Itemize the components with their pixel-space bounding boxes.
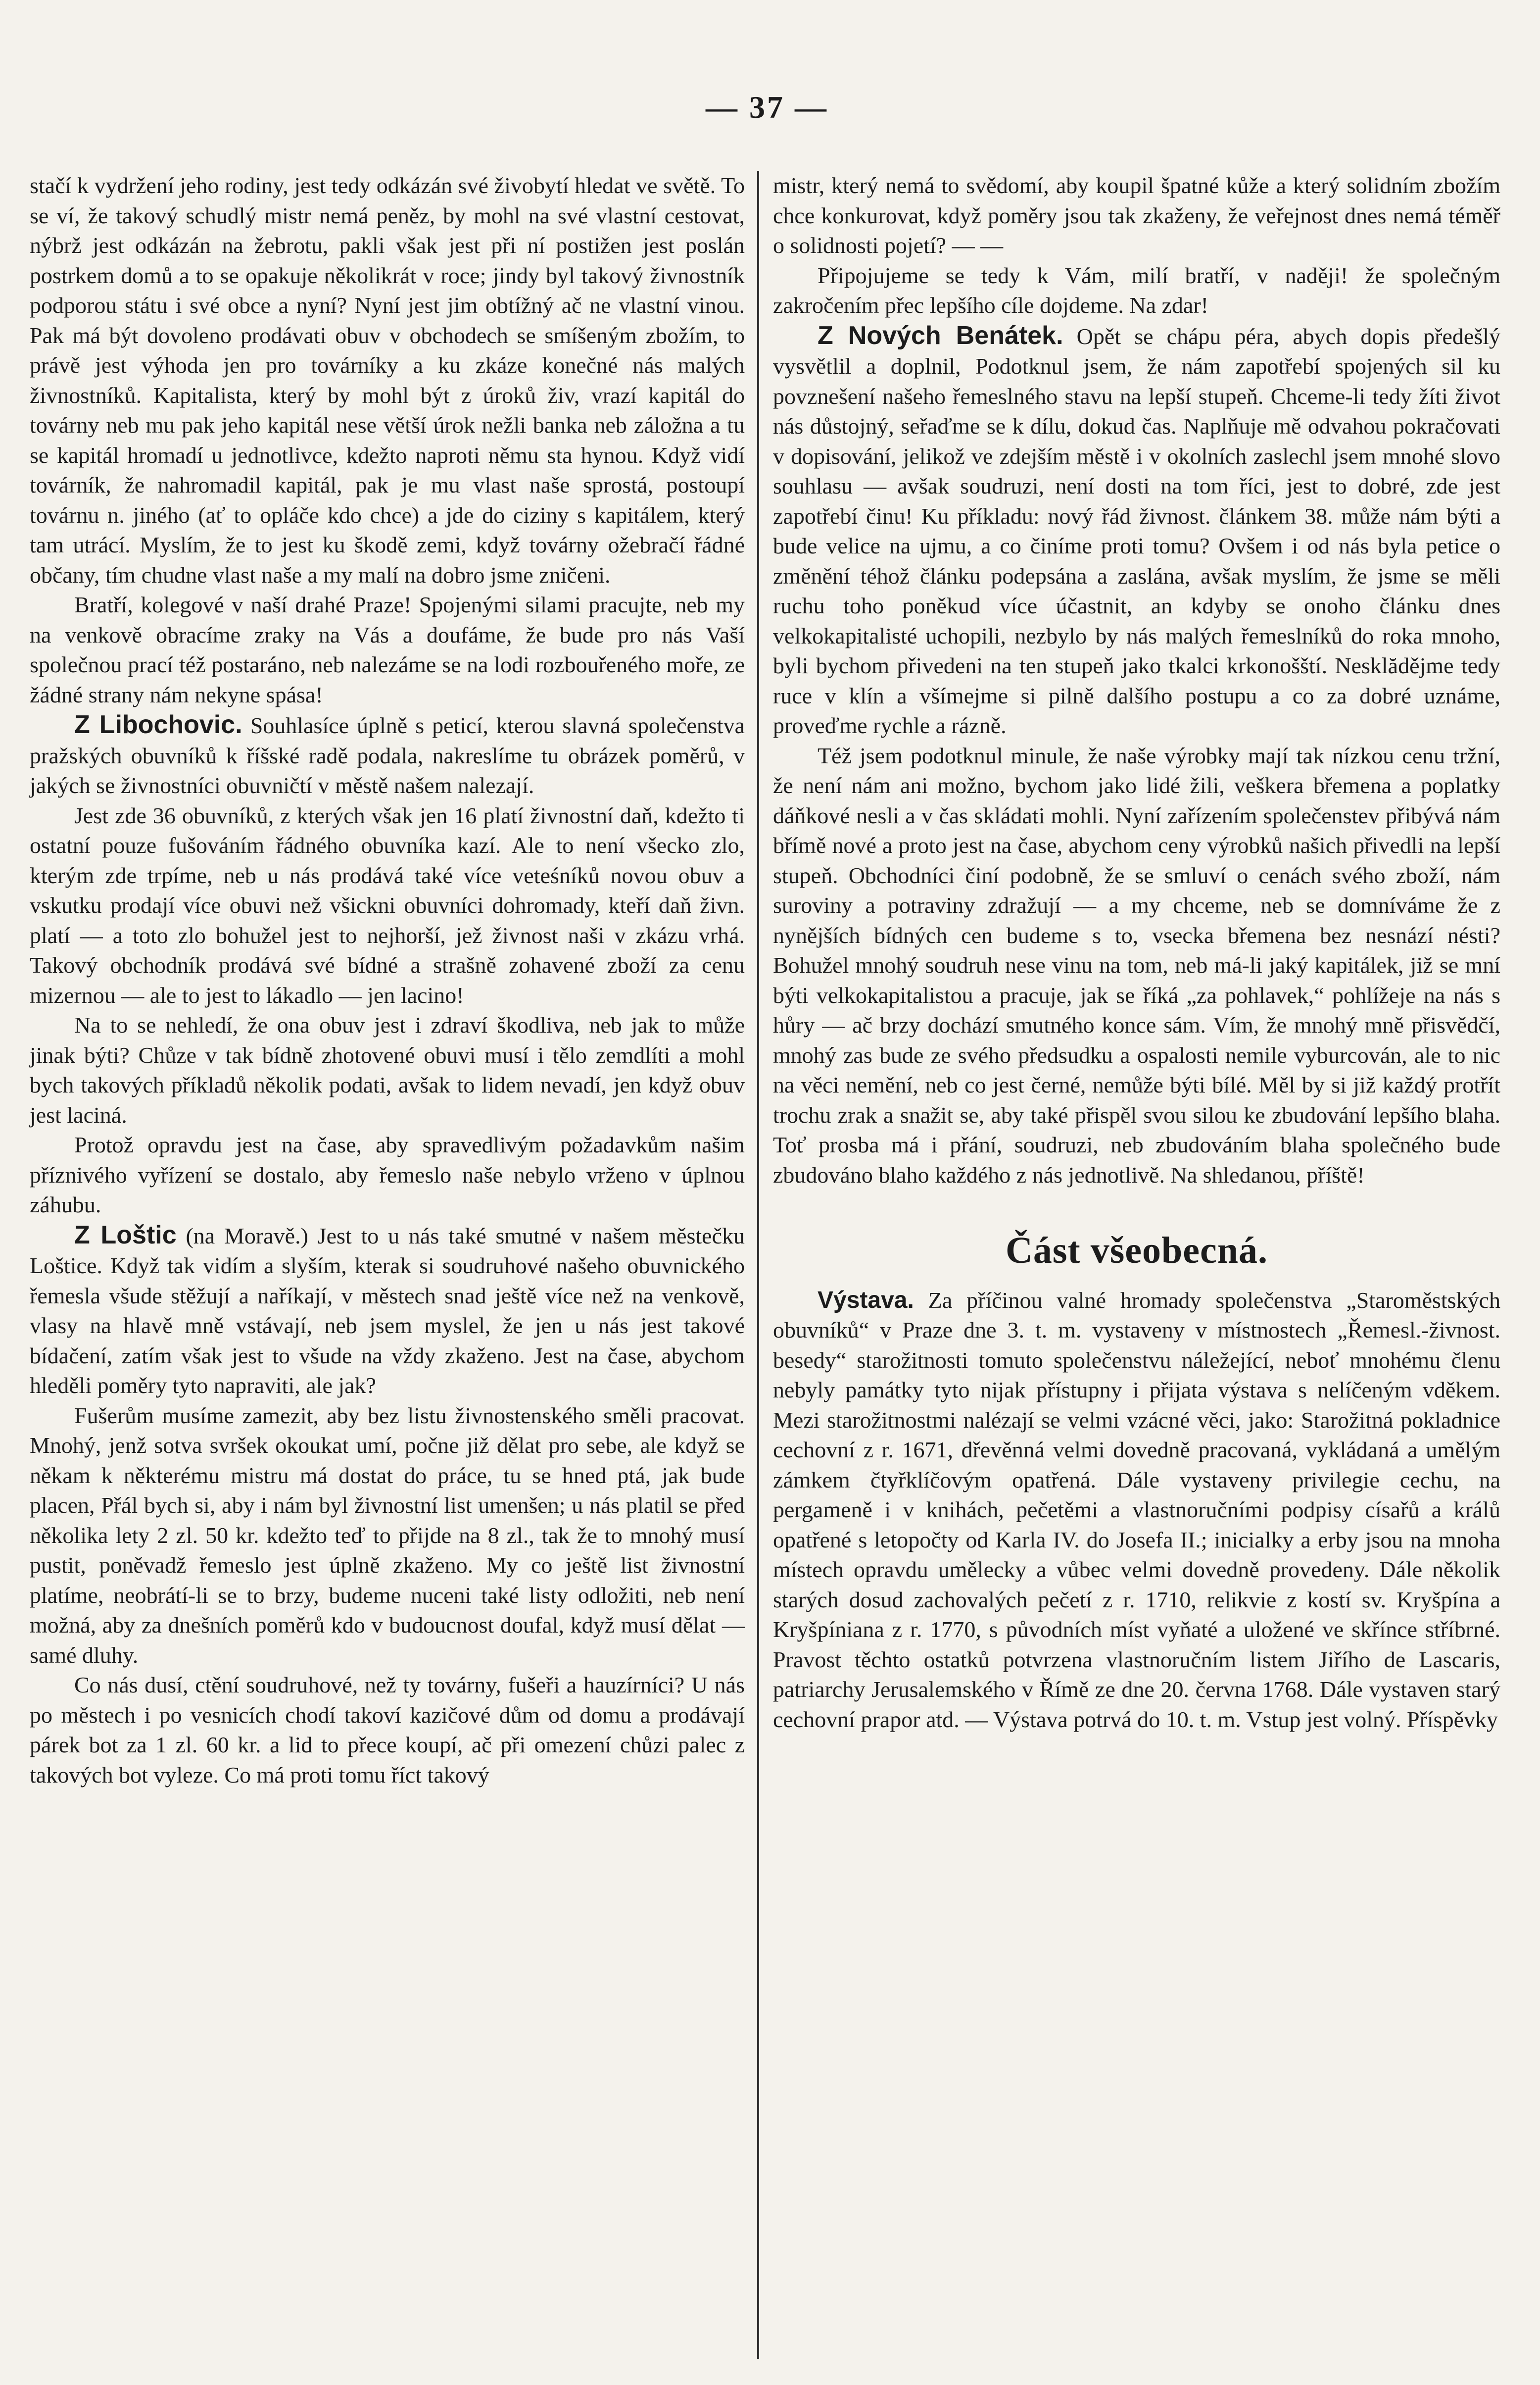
article-paragraph: Fušerům musíme zamezit, aby bez listu živnostenského směli pracovat. Mnohý, jenž sotva svršek okoukat umí, počne již dělat pro sebe, ale když se někam k některému mistru má dostat do práce, tu se hned ptá, jak bude placen, Přál bych si, aby i nám byl živnostní list umenšen; u nás platil se před několika lety 2 zl. 50 kr. kdežto teď to přijde na 8 zl., tak že to mnohý musí pustit, poněvadž řemeslo jest úplně zkaženo. My co ještě list živnostní platíme, neobrátí-li se to brzy, budeme nuceni také listy odložiti, neb není možná, aby za dnešních poměrů kdo v budoucnost doufal, když musí dělat — samé dluhy.	[30, 1402, 745, 1668]
place-heading: Z Loštic	[74, 1220, 177, 1249]
article-paragraph: mistr, který nemá to svědomí, aby koupil špatné kůže a který solidním zbožím chce konkurovat, když poměry jsou tak zkaženy, že veřejnost dnes nemá téměř o solidnosti pojetí? — —	[773, 173, 1500, 258]
place-heading: Z Nových Benátek.	[818, 321, 1063, 350]
article-paragraph: Protož opravdu jest na čase, aby spravedlivým požadavkům našim příznivého vyřízení se dostalo, aby řemeslo naše nebylo vrženo v úplnou záhubu.	[30, 1132, 745, 1217]
right-column	[773, 171, 1500, 1735]
article-paragraph: Z Libochovic. Souhlasíce úplně s peticí, kterou slavná společenstva pražských obuvníků k říšské radě podala, nakreslíme tu obrázek poměrů, v jakých se živnostníci obuvničtí v městě našem nalezají.	[30, 710, 745, 798]
left-column	[30, 171, 745, 1790]
article-paragraph: Co nás dusí, ctění soudruhové, než ty továrny, fušeři a hauzírníci? U nás po městech i po vesnicích chodí takoví kazičové dům od domu a prodávají párek bot za 1 zl. 60 kr. a lid to přece koupí, ač při omezení chůzi palec z takových bot vyleze. Co má proti tomu říct takový	[30, 1672, 745, 1788]
article-paragraph: Z Nových Benátek. Opět se chápu péra, abych dopis předešlý vysvětlil a doplnil, Podotknul jsem, že nám zapotřebí spojených sil ku povznešení našeho řemeslného stavu na lepší stupeň. Chceme-li tedy žíti život nás důstojný, seřaďme se k dílu, dokud čas. Naplňuje mě odvahou pokračovati v dopisování, jelikož ve zdejším městě i v okolních zaslechl jsem mnohé slovo souhlasu — avšak soudruzi, není dosti na tom říci, jest to dobré, zde jest zapotřebí činu! Ku příkladu: nový řád živnost. článkem 38. může nám býti a bude velice na ujmu, a co činíme proti tomu? Ovšem i od nás byla petice o změnění téhož článku podepsána a zaslána, avšak myslím, že jsme se měli ruchu toho poněkud více účastnit, an kdyby se onoho článku dnes velkokapitalisté uchopili, nezbylo by nás malých řemeslníků do roka mnoho, byli bychom přivedeni na ten stupeň jako tkalci krkonošští. Nesklădějme tedy ruce v klín a všímejme si pilně dalšího postupu a co za dobré uznáme, proveďme rychle a rázně.	[773, 321, 1500, 738]
article-paragraph: stačí k vydržení jeho rodiny, jest tedy odkázán své živobytí hledat ve světě. To se ví, že takový schudlý mistr nemá peněz, by mohl na své vlastní cestovat, nýbrž jest odkázán na žebrotu, pakli však jest při ní postižen jest poslán postrkem domů a to se opakuje několikrát v roce; jindy byl takový živnostník podporou státu i své obce a nyní? Nyní jest jim obtížný ač ne vlastní vinou. Pak má být dovoleno prodávati obuv v obchodech se smíšeným zbožím, to právě jest výhoda jen pro továrníky a ku zkáze konečné nás malých živnostníků. Kapitalista, který by mohl být z úroků živ, vrazí kapitál do továrny neb mu pak jeho kapitál nese větší úrok nežli banka neb záložna a tu se kapitál hromadí u jednotlivce, kdežto naproti němu sta hynou. Když vidí továrník, že nahromadil kapitál, pak je mu vlast naše sprostá, postoupí továrnu n. jiného (ať to opláče kdo chce) a jde do ciziny s kapitálem, který tam utrácí. Myslím, že to jest ku škodě zemi, když továrny ožebračí řádné občany, tím chudne vlast naše a my malí na dobro jsme zničeni.	[30, 173, 745, 588]
article-paragraph: Výstava. Za příčinou valné hromady společenstva „Staroměstských obuvníků“ v Praze dne 3. t. m. vystaveny v místnostech „Řemesl.-živnost. besedy“ starožitnosti tomuto společenstvu náležející, neboť mnohému členu nebyly památky tyto nijak přístupny i přijata výstava s nelíčeným vděkem. Mezi starožitnostmi nalézají se velmi vzácné věci, jako: Starožitná pokladnice cechovní z r. 1671, dřevěnná velmi dovedně pracovaná, vykládaná a umělým zámkem čtyřklíčovým opatřená. Dále vystaveny privilegie cechu, na pergameně i v knihách, pečetěmi a vlastnoručními podpisy císařů a králů opatřené s letopočty od Karla IV. do Josefa II.; inicialky a erby jsou na mnoha místech opravdu umělecky a vůbec velmi dovedně provedeny. Dále několik starých dosud zachovalých pečetí z r. 1710, relikvie z kostí sv. Kryšpína a Kryšpíniana z r. 1770, s původních míst vyňaté a uložené ve skřínce stříbrné. Pravost těchto ostatků potvrzena vlastnoručním listem Jiřího de Lascaris, patriarchy Jerusalemského v Římě ze dne 20. června 1768. Dále vystaven starý cechovní prapor atd. — Výstava potrvá do 10. t. m. Vstup jest volný. Příspěvky	[773, 1287, 1501, 1732]
section-heading: Část všeobecná.	[1005, 1230, 1268, 1271]
place-heading: Z Libochovic.	[74, 710, 242, 739]
page-number: — 37 —	[706, 90, 828, 125]
column-divider	[757, 171, 759, 2359]
article-paragraph: Bratří, kolegové v naší drahé Praze! Spojenými silami pracujte, neb my na venkově obracíme zraky na Vás a doufáme, že bude pro nás Vaší společnou prací též postaráno, neb nalezáme se na lodi rozbouřeného moře, ze žádné strany nám nekyne spása!	[30, 592, 745, 707]
lead-word: Výstava.	[818, 1287, 914, 1313]
article-paragraph: Z Loštic (na Moravě.) Jest to u nás také smutné v našem městečku Loštice. Když tak vidím a slyším, kterak si soudruhové našeho obuvnického řemesla všude stěžují a naříkají, v městech snad ještě více než na venkově, vlasy na hlavě mně vstávají, neb jsem myslel, že jen u nás jest takové bídačení, zatím však jest to všude na vždy zkaženo. Jest na čase, abychom hleděli poměry tyto napraviti, ale jak?	[30, 1220, 745, 1398]
article-paragraph: Na to se nehledí, že ona obuv jest i zdraví škodliva, neb jak to může jinak býti? Chůze v tak bídně zhotovené obuvi musí i tělo zemdlíti a mohl bych takových příkladů několik podati, avšak to lidem nevadí, jen když obuv jest laciná.	[30, 1012, 745, 1128]
article-paragraph: Jest zde 36 obuvníků, z kterých však jen 16 platí živnostní daň, kdežto ti ostatní pouze fušováním řádného obuvníka kazí. Ale to není všecko zlo, kterým zde trpíme, neb u nás prodává také více veteśníků novou obuv a vskutku prodají více obuvi než všickni obuvníci dohromady, kteří daň živn. platí — a toto zlo bohužel jest to nejhorší, jež živnost naši v zkázu vrhá. Takový obchodník prodává své bídné a strašně zohavené zboží za cenu mizernou — ale to jest to lákadlo — jen lacino!	[30, 802, 745, 1008]
article-paragraph: Připojujeme se tedy k Vám, milí bratří, v naději! že společným zakročením přec lepšího cíle dojdeme. Na zdar!	[773, 262, 1500, 318]
article-paragraph: Též jsem podotknul minule, že naše výrobky mají tak nízkou cenu tržní, že není nám ani možno, bychom jako lidé žili, veškera břemena a poplatky dáňkové nesli a v čas skládati mohli. Nyní zařízením společenstev přibývá nám břímě nové a proto jest na čase, abychom ceny výrobků našich přivedli na lepší stupeň. Obchodníci činí podobně, že se smluví o cenách svého zboží, nám suroviny a potraviny zdražují — a my chceme, neb se domníváme že z nynějších bídných cen budeme s to, vsecka břemena bez nesnází nésti? Bohužel mnohý soudruh nese vinu na tom, neb má-li jaký kapitálek, již se mní býti velkokapitalistou a pracuje, jak se říká „za pohlavek,“ pohlížeje na nás s hůry — ač brzy dochází smutného konce sám. Vím, že mnohý mně přisvědčí, mnohý zas bude ze svého předsudku a ospalosti nemile vyburcován, ale to nic na věci nemění, neb co jest černé, nemůže býti bílé. Měl by si již každý protřít trochu zrak a snažit se, aby také přispěl svou silou ke zbudování lepšího blaha. Toť prosba má i přání, soudruzi, neb zbudováním blaha společného bude zbudováno blaho každého z nás jednotlivě. Na shledanou, příště!	[773, 743, 1500, 1188]
